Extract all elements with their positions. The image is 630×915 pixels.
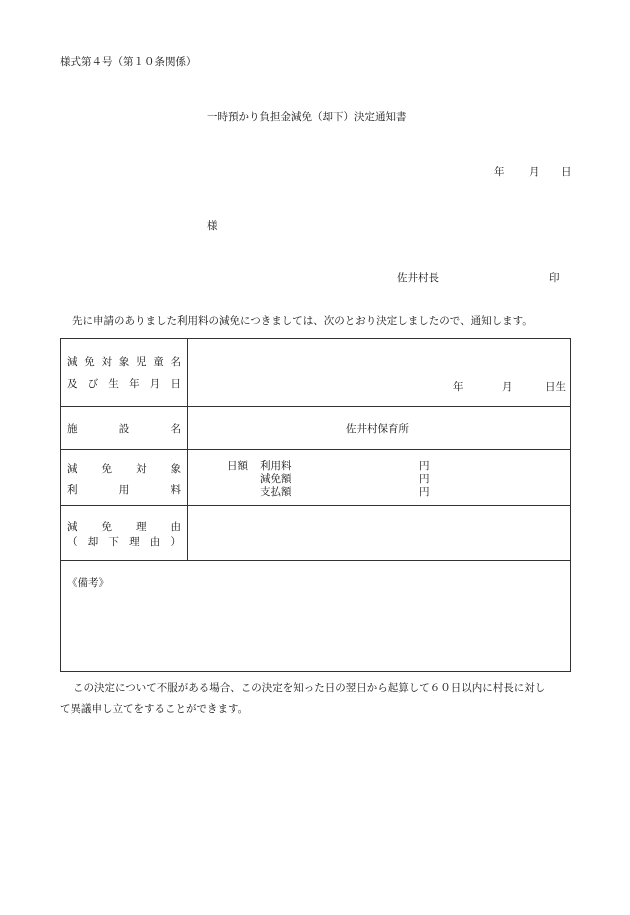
reason-label-line1 [67,519,181,534]
char: 月 [149,378,161,390]
char: （ [67,536,78,548]
payment-unit: 円 [419,486,430,498]
seal-mark: 印 [549,272,560,284]
daily-label: 日額 [227,460,248,472]
char: 由 [149,536,161,548]
issuer-name: 佐井村長 [397,272,439,284]
char: 却 [87,536,99,548]
char: 日 [170,378,181,390]
reduction-unit: 円 [419,473,430,485]
char: 年 [129,378,140,390]
footer-note-line1: この決定について不服がある場合、この決定を知った日の翌日から起算して６０日以内に村長に対し [73,682,546,694]
usage-fee-label: 利用料 [260,460,292,472]
usage-fee-unit: 円 [419,460,430,472]
char: 減 [67,521,78,533]
char: 免 [84,356,95,368]
char: 及 [67,378,78,390]
footer-note-line2: て異議申し立てをすることができます。 [60,703,249,715]
char: 由 [170,521,181,533]
row-divider-4 [61,560,570,561]
char: 免 [101,521,112,533]
char: 減 [67,356,78,368]
char: 減 [67,463,78,475]
char: 名 [170,356,181,368]
date-month-label: 月 [529,166,540,178]
birth-day-label: 日生 [545,381,566,393]
row-divider-3 [61,505,570,506]
date-day-label: 日 [561,166,572,178]
child-name-label-line2 [67,376,181,391]
char: び [87,378,99,390]
char: 施 [67,423,78,435]
char: 名 [170,423,181,435]
char: 理 [136,521,147,533]
char: ） [170,536,181,548]
payment-label: 支払額 [260,486,292,498]
char: 免 [101,463,112,475]
char: 理 [129,536,140,548]
recipient-suffix: 様 [207,220,218,232]
char: 象 [170,463,181,475]
reason-label-line2 [67,534,181,549]
decision-table [60,338,571,672]
char: 象 [118,356,130,368]
birth-month-label: 月 [502,381,513,393]
reduction-label: 減免額 [260,473,292,485]
facility-name-value: 佐井村保育所 [346,423,409,435]
char: 用 [118,484,130,496]
document-title: 一時預かり負担金減免（却下）決定通知書 [207,111,407,123]
facility-name-label [67,421,181,436]
char: 設 [118,423,130,435]
birth-year-label: 年 [453,381,464,393]
char: 児 [136,356,147,368]
char: 下 [108,536,119,548]
child-name-label-line1 [67,354,181,369]
char: 対 [136,463,147,475]
row-divider-2 [61,449,570,450]
char: 利 [67,484,78,496]
date-year-label: 年 [494,166,505,178]
fee-label-line2 [67,482,181,497]
char: 生 [108,378,119,390]
row-divider-1 [61,406,570,407]
char: 対 [101,356,112,368]
remarks-label: 《備考》 [67,577,109,589]
form-number: 様式第４号（第１０条関係） [60,56,197,68]
char: 童 [153,356,164,368]
fee-label-line1 [67,461,181,476]
char: 料 [170,484,181,496]
intro-text: 先に申請のありました利用料の減免につきましては、次のとおり決定しましたので、通知します。 [72,315,533,327]
